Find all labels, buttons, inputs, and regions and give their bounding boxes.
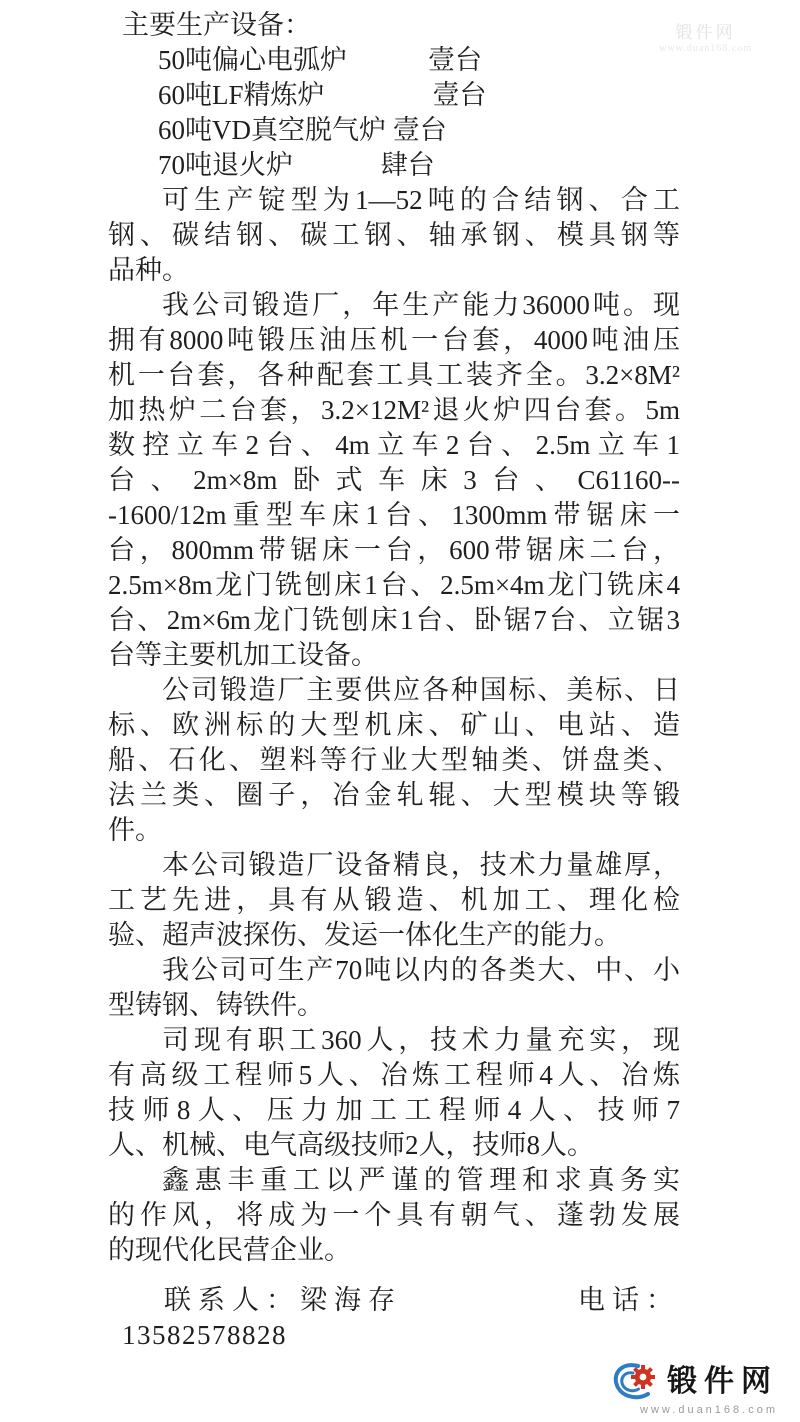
text-line: 品种。 <box>108 255 189 285</box>
equipment-item: 60吨LF精炼炉 壹台 <box>158 80 487 110</box>
site-logo-block <box>612 1361 778 1416</box>
equipment-item: 50吨偏心电弧炉 壹台 <box>158 45 482 75</box>
text-line: 的作风，将成为一个具有朝气、蓬勃发展 <box>108 1200 680 1230</box>
watermark-site-url: www.duan168.com <box>659 43 752 54</box>
text-line: 我公司可生产70吨以内的各类大、中、小 <box>162 955 680 985</box>
paragraph <box>108 953 680 1023</box>
contact-phone-label: 电话： <box>578 1285 680 1315</box>
text-line: 工艺先进，具有从锻造、机加工、理化检 <box>108 885 680 915</box>
contact-person <box>164 1283 402 1318</box>
paragraph <box>108 1163 680 1268</box>
text-line: 有高级工程师5人、冶炼工程师4人、冶炼 <box>108 1060 680 1090</box>
text-line: 法兰类、圈子，冶金轧辊、大型模块等锻 <box>108 780 680 810</box>
text-line: 本公司锻造厂设备精良，技术力量雄厚， <box>162 850 680 880</box>
equipment-item: 60吨VD真空脱气炉 壹台 <box>158 115 447 145</box>
text-line: 人、机械、电气高级技师2人，技师8人。 <box>108 1130 594 1160</box>
paragraph-list <box>108 183 680 1268</box>
text-line: 2.5m×8m龙门铣刨床1台、2.5m×4m龙门铣床4 <box>108 570 680 600</box>
equipment-list <box>108 43 680 183</box>
paragraph <box>108 183 680 288</box>
paragraph <box>108 673 680 848</box>
watermark-site-name: 锻件网 <box>675 23 736 42</box>
text-line: 加热炉二台套，3.2×12M²退火炉四台套。5m <box>108 395 680 425</box>
section-heading: 主要生产设备： <box>122 10 311 40</box>
contact-person-name: 梁海存 <box>300 1285 402 1315</box>
text-line: 可生产锭型为1—52吨的合结钢、合工 <box>162 185 680 215</box>
text-line: 技师8人、压力加工工程师4人、技师7 <box>108 1095 680 1125</box>
text-line: 拥有8000吨锻压油压机一台套，4000吨油压 <box>108 325 680 355</box>
paragraph <box>108 848 680 953</box>
text-line: 我公司锻造厂，年生产能力36000吨。现 <box>162 290 680 320</box>
text-line: 验、超声波探伤、发运一体化生产的能力。 <box>108 920 621 950</box>
text-line: 鑫惠丰重工以严谨的管理和求真务实 <box>162 1165 680 1195</box>
text-line: 标、欧洲标的大型机床、矿山、电站、造 <box>108 710 680 740</box>
logo-site-name: 锻件网 <box>667 1365 778 1398</box>
gear-icon <box>631 1365 655 1389</box>
logo-row <box>612 1361 778 1403</box>
text-line: 钢、碳结钢、碳工钢、轴承钢、模具钢等 <box>108 220 680 250</box>
text-line: 公司锻造厂主要供应各种国标、美标、日 <box>162 675 680 705</box>
text-line: 船、石化、塑料等行业大型轴类、饼盘类、 <box>108 745 680 775</box>
text-line: 机一台套，各种配套工具工装齐全。3.2×8M² <box>108 360 680 390</box>
text-line: 台等主要机加工设备。 <box>108 640 378 670</box>
document-content <box>108 8 680 1353</box>
text-line: 司现有职工360人，技术力量充实，现 <box>162 1025 680 1055</box>
text-line: 数控立车2台、4m立车2台、2.5m立车1 <box>108 430 680 460</box>
text-line: 的现代化民营企业。 <box>108 1235 351 1265</box>
logo-site-url: www.duan168.com <box>640 1404 778 1416</box>
contact-person-label: 联系人： <box>164 1285 300 1315</box>
text-line: 台、2m×8m卧式车床3台、C61160-- <box>108 465 680 495</box>
contact-phone-number: 13582578828 <box>122 1320 287 1350</box>
paragraph <box>108 1023 680 1163</box>
text-line: -1600/12m重型车床1台、1300mm带锯床一 <box>108 500 680 530</box>
duan168-logo-icon <box>612 1361 658 1403</box>
text-line: 台、2m×6m龙门铣刨床1台、卧锯7台、立锯3 <box>108 605 680 635</box>
text-line: 台，800mm带锯床一台，600带锯床二台， <box>108 535 680 565</box>
equipment-item: 70吨退火炉 肆台 <box>158 150 435 180</box>
text-line: 型铸钢、铸铁件。 <box>108 990 324 1020</box>
paragraph <box>108 288 680 673</box>
text-line: 件。 <box>108 815 162 845</box>
contact-row <box>108 1283 680 1318</box>
